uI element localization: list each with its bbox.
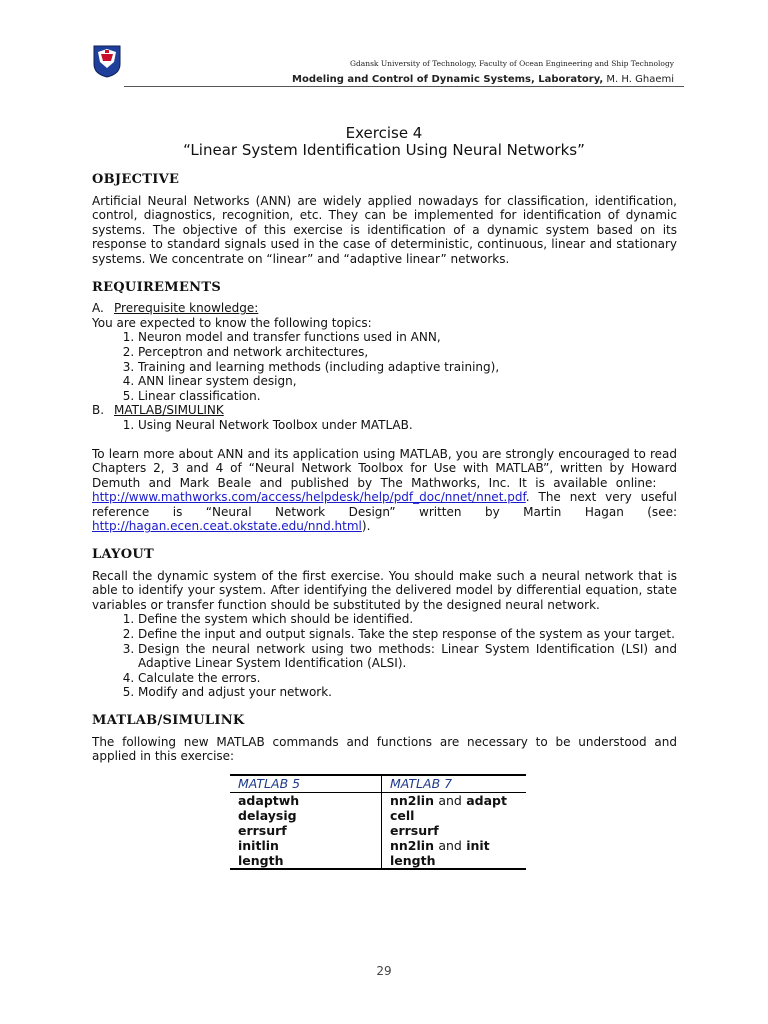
requirement-b — [92, 403, 677, 418]
requirement-b-title: MATLAB/SIMULINK — [114, 403, 224, 418]
table-row — [230, 823, 526, 838]
list-item: 1. Define the system which should be identified. — [138, 612, 677, 627]
header-course: Modeling and Control of Dynamic Systems, Laboratory, — [292, 74, 604, 85]
page-number: 29 — [376, 964, 392, 978]
table-header-matlab7: MATLAB 7 — [382, 775, 527, 793]
objective-text: Artificial Neural Networks (ANN) are widely applied nowadays for classification, identification, control, diagnostics, recognition, etc. They can be implemented for identification of dynamic systems. The objective of this exercise is identification of a dynamic system based on its response to standard signals used in the case of deterministic, continuous, linear and stationary systems. We concentrate on “linear” and “adaptive linear” networks. — [92, 193, 677, 266]
table-header-row — [230, 775, 526, 793]
list-item: 2. Define the input and output signals. Take the step response of the system as your target. — [138, 627, 677, 642]
table-cell: length — [230, 853, 382, 869]
table-cell: nn2lin and init — [390, 838, 490, 854]
list-item: 4. ANN linear system design, — [138, 374, 677, 389]
hagan-link[interactable]: http://hagan.ecen.ceat.okstate.edu/nnd.html — [92, 519, 362, 534]
requirement-a-label: A. — [92, 301, 104, 316]
header-author: M. H. Ghaemi — [606, 74, 674, 85]
layout-heading: LAYOUT — [92, 547, 154, 563]
prerequisite-list — [92, 330, 677, 403]
header-course-line — [292, 74, 674, 85]
table-cell: cell — [390, 808, 415, 824]
references-text-1: To learn more about ANN and its application using MATLAB, you are strongly encouraged to read Chapters 2, 3 and 4 of “Neural Network Toolbox for Use with MATLAB”, written by Howard Demuth and Mark Beale and published by The Mathworks, Inc. It is available online: — [92, 446, 677, 490]
objective-heading: OBJECTIVE — [92, 172, 180, 187]
list-item: 3. Training and learning methods (including adaptive training), — [138, 360, 677, 375]
table-row — [230, 853, 526, 869]
layout-steps-list — [92, 612, 677, 700]
exercise-title: Exercise 4 — [345, 124, 423, 142]
table-header-matlab5: MATLAB 5 — [230, 775, 382, 793]
table-cell: length — [382, 853, 527, 869]
list-item: 4. Calculate the errors. — [138, 671, 677, 686]
matlab-heading: MATLAB/SIMULINK — [92, 713, 245, 728]
university-logo — [92, 44, 122, 78]
requirement-a-title: Prerequisite knowledge: — [114, 301, 259, 316]
requirement-b-label: B. — [92, 403, 105, 418]
requirement-a-intro: You are expected to know the following topics: — [92, 315, 372, 330]
references-paragraph — [92, 447, 677, 535]
table-row — [230, 793, 526, 809]
table-cell: delaysig — [230, 808, 382, 823]
table-cell: errsurf — [390, 823, 439, 839]
requirements-heading: REQUIREMENTS — [92, 279, 222, 295]
list-item: 1. Neuron model and transfer functions used in ANN, — [138, 330, 677, 345]
references-text-3: ). — [361, 519, 371, 534]
exercise-subtitle: “Linear System Identification Using Neural Networks” — [183, 141, 585, 159]
list-item: 2. Perceptron and network architectures, — [138, 345, 677, 360]
table-cell: initlin — [230, 838, 382, 853]
document-body — [92, 173, 677, 870]
matlab-text: The following new MATLAB commands and functions are necessary to be understood and applied in this exercise: — [92, 734, 677, 764]
table-row — [230, 808, 526, 823]
table-cell: adaptwh — [230, 793, 382, 809]
header-divider — [124, 86, 684, 87]
layout-text: Recall the dynamic system of the first exercise. You should make such a neural network that is able to identify your system. After identifying the delivered model by differential equation, state variables or transfer function should be substituted by the designed neural network. — [92, 568, 677, 612]
table-cell: errsurf — [230, 823, 382, 838]
mathworks-link[interactable]: http://www.mathworks.com/access/helpdesk/help/pdf_doc/nnet/nnet.pdf — [92, 490, 526, 505]
table-cell: nn2lin and adapt — [390, 793, 507, 809]
table-row — [230, 838, 526, 853]
list-item: 1. Using Neural Network Toolbox under MATLAB. — [138, 418, 677, 433]
header-institution: Gdansk University of Technology, Faculty of Ocean Engineering and Ship Technology — [349, 59, 674, 68]
requirement-a — [92, 301, 677, 316]
matlab-requirement-list — [92, 418, 677, 433]
list-item: 5. Modify and adjust your network. — [138, 685, 677, 700]
matlab-commands-table — [230, 774, 526, 871]
list-item: 5. Linear classification. — [138, 389, 677, 404]
references-text-2: . The next very useful reference is “Neural Network Design” written by Martin Hagan (see: — [92, 490, 677, 519]
list-item: 3. Design the neural network using two methods: Linear System Identification (LSI) and Adaptive Linear System Identification (ALSI). — [138, 642, 677, 671]
